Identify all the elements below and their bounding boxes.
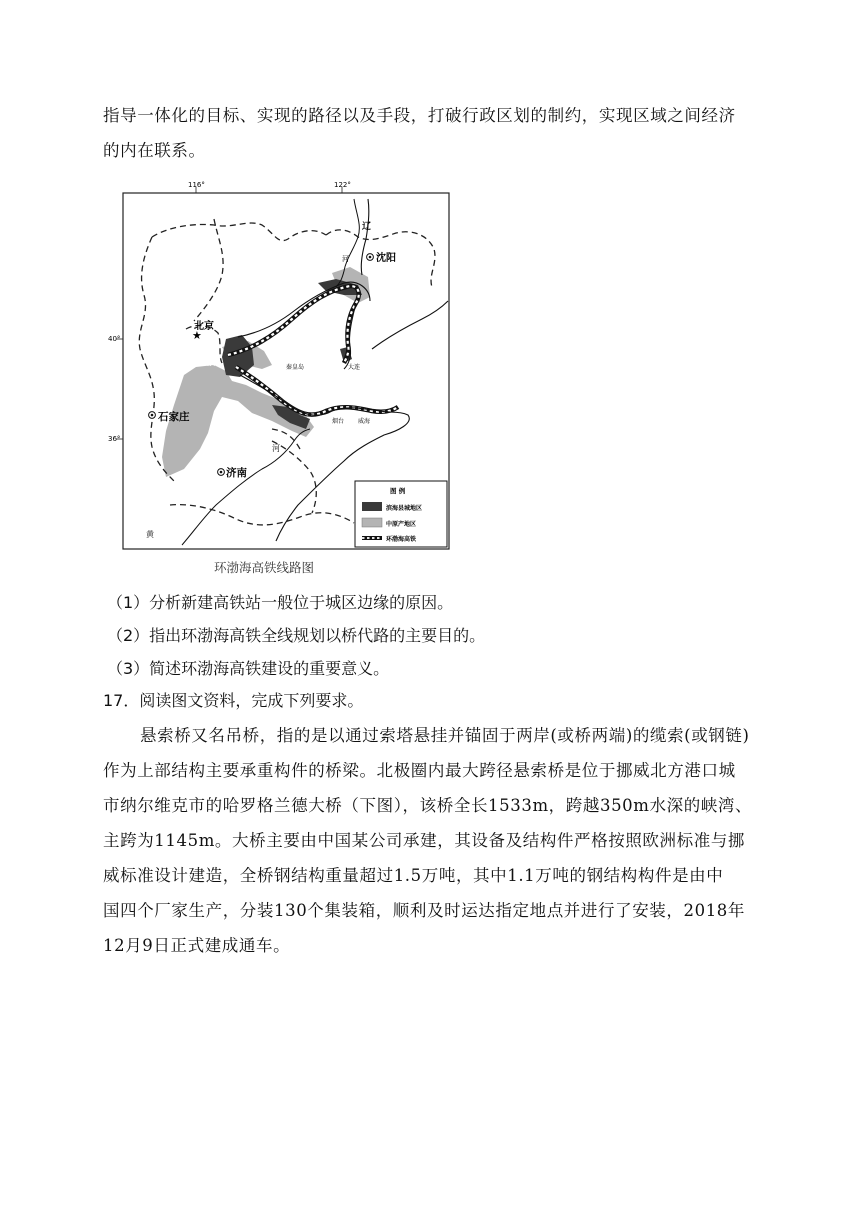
svg-text:石家庄: 石家庄 bbox=[158, 411, 190, 423]
river-huang-label-1: 河 bbox=[272, 444, 280, 453]
river-liao-label-1: 辽 bbox=[362, 222, 372, 232]
svg-text:济南: 济南 bbox=[226, 467, 247, 479]
legend-swatch-light bbox=[362, 518, 382, 527]
river-liao-label-2: 河 bbox=[342, 255, 349, 263]
question-2: （2）指出环渤海高铁全线规划以桥代路的主要目的。 bbox=[107, 626, 486, 645]
question-3: （3）简述环渤海高铁建设的重要意义。 bbox=[107, 659, 390, 678]
svg-text:北京: 北京 bbox=[194, 321, 214, 332]
q17-line-2: 作为上部结构主要承重构件的桥梁。北极圈内最大跨径悬索桥是位于挪威北方港口城 bbox=[103, 761, 736, 780]
q17-line-6: 国四个厂家生产，分装130个集装箱，顺利及时运达指定地点并进行了安装，2018年 bbox=[103, 901, 745, 920]
q17-line-5: 威标准设计建造，全桥钢结构重量超过1.5万吨，其中1.1万吨的钢结构构件是由中 bbox=[103, 866, 724, 885]
lon-label-116: 116° bbox=[188, 181, 205, 189]
map-legend bbox=[355, 481, 447, 547]
legend-label-2: 中原产地区 bbox=[386, 521, 417, 528]
legend-title: 图 例 bbox=[390, 487, 406, 495]
q17-line-4: 主跨为1145m。大桥主要由中国某公司承建，其设备及结构件严格按照欧洲标准与挪 bbox=[103, 831, 746, 850]
bohai-railway-map bbox=[108, 179, 450, 551]
svg-text:沈阳: 沈阳 bbox=[376, 253, 396, 264]
intro-line-1: 指导一体化的目标、实现的路径以及手段，打破行政区划的制约，实现区域之间经济 bbox=[103, 106, 736, 125]
lat-label-40: 40° bbox=[108, 335, 121, 343]
legend-swatch-dark bbox=[362, 502, 382, 511]
q17-line-1: 悬索桥又名吊桥，指的是以通过索塔悬挂并锚固于两岸(或桥两端)的缆索(或钢链) bbox=[140, 726, 750, 745]
legend-label-1: 滨海县城地区 bbox=[386, 505, 423, 512]
beijing-star-icon: ★ bbox=[192, 329, 202, 342]
city-dalian-label: 大连 bbox=[348, 364, 361, 371]
question-17-heading: 17．阅读图文资料，完成下列要求。 bbox=[103, 691, 364, 710]
city-tianjin-label: 天津 bbox=[200, 358, 219, 368]
question-1: （1）分析新建高铁站一般位于城区边缘的原因。 bbox=[107, 593, 454, 612]
lon-label-122: 122° bbox=[334, 181, 351, 189]
city-yantai-label: 烟台 bbox=[332, 418, 345, 425]
map-caption: 环渤海高铁线路图 bbox=[214, 560, 315, 575]
lat-label-36: 36° bbox=[108, 435, 121, 443]
legend-label-3: 环渤海高铁 bbox=[386, 536, 417, 543]
river-huang-label-2: 黄 bbox=[146, 530, 154, 539]
intro-line-2: 的内在联系。 bbox=[103, 141, 206, 160]
q17-line-7: 12月9日正式建成通车。 bbox=[103, 936, 291, 955]
city-weihai-label: 威海 bbox=[358, 418, 371, 425]
city-qinhuangdao-label: 秦皇岛 bbox=[286, 364, 305, 371]
q17-line-3: 市纳尔维克市的哈罗格兰德大桥（下图），该桥全长1533m，跨越350m水深的峡湾、 bbox=[103, 796, 753, 815]
